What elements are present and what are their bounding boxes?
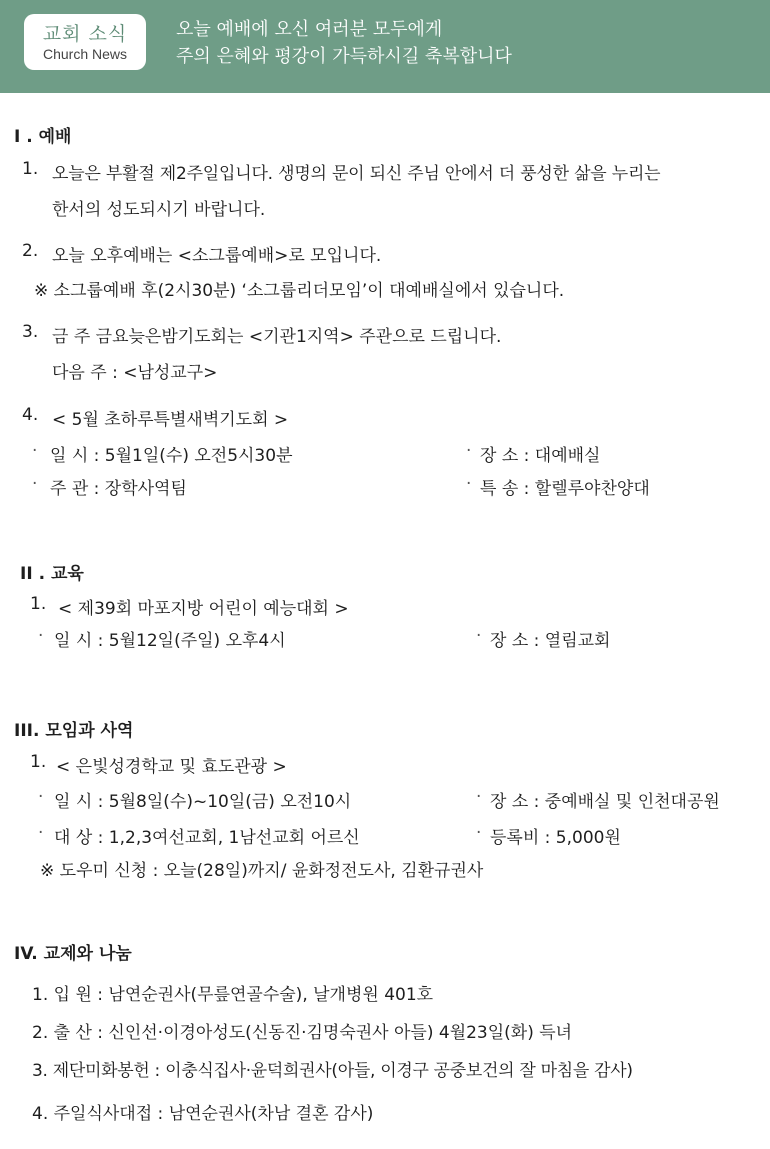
section-title-worship: I . 예배 <box>14 127 72 147</box>
worship-item-1-line-1: 오늘은 부활절 제2주일입니다. 생명의 문이 되신 주님 안에서 더 풍성한 삶을 누리는 <box>52 164 661 184</box>
dawn-prayer-date: 일 시 : 5월1일(수) 오전5시30분 <box>50 446 293 466</box>
section-title-education: II . 교육 <box>20 564 84 584</box>
item-number: 1. <box>30 752 47 772</box>
bullet-dot: · <box>38 787 44 807</box>
item-number: 4. <box>22 405 39 425</box>
bullet-dot: · <box>32 474 38 494</box>
item-number: 1. <box>22 159 39 179</box>
worship-item-1-line-2: 한서의 성도되시기 바랍니다. <box>52 200 266 220</box>
section-title-fellowship: IV. 교제와 나눔 <box>14 944 132 964</box>
fellowship-item-hospital: 1. 입 원 : 남연순권사(무릎연골수술), 날개병원 401호 <box>32 985 434 1005</box>
dawn-prayer-title: < 5월 초하루특별새벽기도회 > <box>52 410 289 430</box>
section-title-ministry: III. 모임과 사역 <box>14 721 134 741</box>
dawn-prayer-special-song: 특 송 : 할렐루야찬양대 <box>480 479 650 499</box>
silver-school-volunteer-note: ※ 도우미 신청 : 오늘(28일)까지/ 윤화정전도사, 김환규권사 <box>40 861 484 881</box>
worship-item-2-line-1: 오늘 오후예배는 <소그룹예배>로 모입니다. <box>52 246 382 266</box>
silver-school-fee: 등록비 : 5,000원 <box>490 828 621 848</box>
greeting-line-2: 주의 은혜와 평강이 가득하시길 축복합니다 <box>176 46 512 67</box>
contest-title: < 제39회 마포지방 어린이 예능대회 > <box>58 599 349 619</box>
fellowship-item-meal-sponsor: 4. 주일식사대접 : 남연순권사(차남 결혼 감사) <box>32 1104 374 1124</box>
badge-title-korean: 교회 소식 <box>42 23 128 45</box>
dawn-prayer-place: 장 소 : 대예배실 <box>480 446 601 466</box>
bullet-dot: · <box>476 823 482 843</box>
bullet-dot: · <box>38 626 44 646</box>
silver-school-place: 장 소 : 중예배실 및 인천대공원 <box>490 792 720 812</box>
badge-title-english: Church News <box>42 46 128 62</box>
dawn-prayer-host: 주 관 : 장학사역팀 <box>50 479 187 499</box>
contest-date: 일 시 : 5월12일(주일) 오후4시 <box>54 631 286 651</box>
contest-place: 장 소 : 열림교회 <box>490 631 611 651</box>
fellowship-item-birth: 2. 출 산 : 신인선·이경아성도(신동진·김명숙권사 아들) 4월23일(화) 득녀 <box>32 1023 573 1043</box>
worship-item-3-line-1: 금 주 금요늦은밤기도회는 <기관1지역> 주관으로 드립니다. <box>52 327 502 347</box>
fellowship-item-altar-flowers: 3. 제단미화봉헌 : 이충식집사·윤덕희권사(아들, 이경구 공중보건의 잘 마침을 감사) <box>32 1061 633 1081</box>
bullet-dot: · <box>466 474 472 494</box>
item-number: 1. <box>30 594 47 614</box>
worship-item-3-line-2: 다음 주 : <남성교구> <box>52 363 218 383</box>
item-number: 2. <box>22 241 39 261</box>
silver-school-date: 일 시 : 5월8일(수)~10일(금) 오전10시 <box>54 792 352 812</box>
bullet-dot: · <box>476 626 482 646</box>
bullet-dot: · <box>466 441 472 461</box>
greeting-line-1: 오늘 예배에 오신 여러분 모두에게 <box>176 19 443 40</box>
bullet-dot: · <box>476 787 482 807</box>
bullet-dot: · <box>32 441 38 461</box>
worship-item-2-note: ※ 소그룹예배 후(2시30분) ‘소그룹리더모임’이 대예배실에서 있습니다. <box>34 281 565 301</box>
silver-school-title: < 은빛성경학교 및 효도관광 > <box>56 757 287 777</box>
silver-school-target: 대 상 : 1,2,3여선교회, 1남선교회 어르신 <box>54 828 360 848</box>
bullet-dot: · <box>38 823 44 843</box>
item-number: 3. <box>22 322 39 342</box>
